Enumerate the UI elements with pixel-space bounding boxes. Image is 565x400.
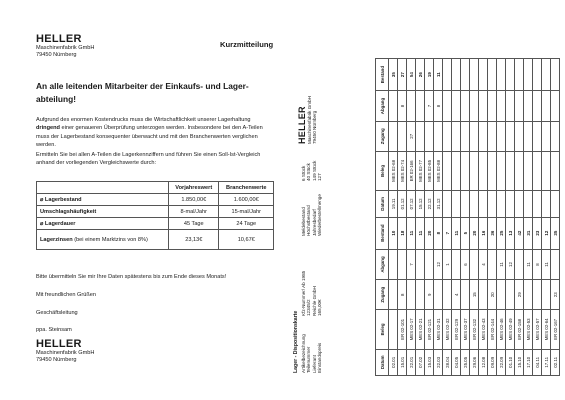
stock-cell: MES 02-43	[479, 310, 488, 350]
card-info-labels-2	[301, 194, 323, 236]
stock-cell	[551, 59, 560, 91]
stock-cell: 25	[497, 217, 506, 249]
stock-cell: 23	[533, 217, 542, 249]
stock-cell: 15.12	[416, 191, 425, 217]
stock-cell	[389, 310, 398, 350]
stock-cell	[443, 59, 452, 91]
card-info-label: Höchstbestand	[306, 205, 312, 236]
stock-cell	[479, 59, 488, 91]
col-header: Bestand	[376, 59, 389, 91]
stock-cell	[515, 59, 524, 91]
stock-cell	[452, 121, 461, 151]
stock-cell: 25.05	[461, 349, 470, 375]
stock-row	[470, 59, 479, 376]
stock-row	[542, 59, 551, 376]
stock-cell	[470, 91, 479, 122]
stock-cell: 12	[506, 249, 515, 280]
card-info-label: Einstandspreis	[317, 342, 323, 373]
paragraph-2: Ermitteln Sie bei allen A-Teilen die Lagerkennziffern und führen Sie einen Soll-Ist-Vergleich anhand der vorliegenden Vergleichswerte durch:	[36, 152, 261, 167]
row-label-main: Lagerzinsen	[40, 236, 73, 243]
stock-cell	[416, 121, 425, 151]
stock-cell	[443, 191, 452, 217]
stock-cell: 11	[407, 217, 416, 249]
stock-cell: 42	[515, 217, 524, 249]
stock-cell: 8	[398, 280, 407, 310]
card-info-value: 149 Stück	[311, 160, 317, 181]
stock-row	[506, 59, 515, 376]
stock-row	[434, 59, 443, 376]
stock-cell	[461, 91, 470, 122]
stock-row	[407, 59, 416, 376]
row-label: ⌀ Lagerdauer	[37, 218, 169, 230]
stock-cell	[488, 249, 497, 280]
stock-cell	[389, 121, 398, 151]
stock-cell	[533, 151, 542, 191]
stock-cell: 8	[533, 249, 542, 280]
stock-cell: 01.10	[506, 349, 515, 375]
stock-header-row	[376, 59, 389, 376]
stock-cell: 4	[452, 280, 461, 310]
stock-cell: 20	[488, 280, 497, 310]
stock-cell	[461, 121, 470, 151]
stock-cell	[497, 151, 506, 191]
stock-row	[416, 59, 425, 376]
stock-body	[389, 59, 560, 376]
card-company-name: HELLER	[297, 106, 307, 144]
stock-cell	[452, 151, 461, 191]
stock-cell	[470, 249, 479, 280]
closing-signature: ppa. Steinsam	[36, 327, 72, 333]
stock-cell	[389, 249, 398, 280]
stock-cell	[461, 59, 470, 91]
stock-cell: 02.11	[551, 349, 560, 375]
stock-row	[425, 59, 434, 376]
stock-cell: ER 02-121	[425, 310, 434, 350]
stock-card	[291, 58, 558, 376]
stock-cell	[497, 121, 506, 151]
comparison-row	[37, 230, 274, 250]
stock-cell	[470, 191, 479, 217]
stock-cell	[524, 191, 533, 217]
stock-cell	[506, 59, 515, 91]
stock-cell	[452, 191, 461, 217]
stock-card-title: Lager - Dispositionskarte	[293, 310, 299, 373]
stock-cell	[497, 280, 506, 310]
stock-row	[461, 59, 470, 376]
row-prev: 23,13€	[169, 230, 219, 250]
comparison-row	[37, 206, 274, 218]
stock-cell: 15.01	[398, 349, 407, 375]
card-info-values-1	[301, 271, 323, 316]
stock-cell	[524, 151, 533, 191]
stock-cell	[497, 59, 506, 91]
card-info-value: Reichle GmbH	[311, 286, 317, 316]
stock-cell: 04.11	[533, 349, 542, 375]
stock-cell	[542, 151, 551, 191]
stock-row	[488, 59, 497, 376]
card-info-value: 127	[317, 173, 323, 181]
stock-cell	[479, 191, 488, 217]
stock-cell	[551, 249, 560, 280]
stock-cell: ER 02-101	[398, 310, 407, 350]
stock-row	[398, 59, 407, 376]
stock-cell: 22.12	[425, 191, 434, 217]
stock-cell	[434, 280, 443, 310]
stock-cell	[515, 91, 524, 122]
paragraph-1-emphasis: dringend	[36, 125, 60, 132]
stock-row	[515, 59, 524, 376]
stock-cell	[443, 121, 452, 151]
stock-cell: MES 02-53	[524, 310, 533, 350]
closing-greeting: Mit freundlichen Grüßen	[36, 292, 97, 298]
stock-cell: 36	[488, 217, 497, 249]
stock-cell	[479, 121, 488, 151]
stock-cell	[551, 91, 560, 122]
stock-cell: ER 02-166	[407, 151, 416, 191]
stock-cell	[533, 191, 542, 217]
stock-cell	[488, 151, 497, 191]
card-company-line1: Maschinenfabrik GmbH	[307, 96, 312, 144]
card-info-label: Lieferant	[311, 355, 317, 373]
stock-cell	[488, 59, 497, 91]
comparison-header-empty	[37, 182, 169, 194]
stock-cell: 1	[443, 249, 452, 280]
stock-cell: 09.09	[488, 349, 497, 375]
stock-cell	[506, 280, 515, 310]
footer-company-line1: Maschinenfabrik GmbH	[36, 350, 95, 356]
stock-cell: 35	[551, 217, 560, 249]
stock-card-rotated	[291, 58, 558, 376]
stock-cell	[524, 121, 533, 151]
stock-row	[452, 59, 461, 376]
stock-cell: 8	[434, 91, 443, 122]
stock-cell	[542, 91, 551, 122]
stock-cell: 23	[551, 280, 560, 310]
stock-cell	[479, 91, 488, 122]
footer-company-name: HELLER	[36, 338, 82, 350]
stock-cell	[524, 280, 533, 310]
company-name: HELLER	[36, 33, 82, 45]
row-prev: 45 Tage	[169, 218, 219, 230]
row-label: Umschlagshäufigkeit	[37, 206, 169, 218]
stock-cell: 15.10	[515, 349, 524, 375]
stock-cell: 11	[452, 217, 461, 249]
card-info-value: 6 Stück	[301, 165, 306, 181]
stock-cell: MES 02-31	[434, 310, 443, 350]
comparison-header-row	[37, 182, 274, 194]
stock-cell	[461, 191, 470, 217]
stock-cell	[533, 91, 542, 122]
stock-cell: 31.12	[434, 191, 443, 217]
stock-cell: 54	[407, 59, 416, 91]
stock-cell: 15	[470, 280, 479, 310]
stock-cell: 07.02	[416, 349, 425, 375]
stock-cell: 8	[434, 217, 443, 249]
stock-cell	[461, 151, 470, 191]
stock-cell: 18	[398, 217, 407, 249]
stock-cell: 19.11	[389, 191, 398, 217]
stock-cell	[416, 91, 425, 122]
stock-cell: MES 02-85	[425, 151, 434, 191]
col-header: Abgang	[376, 91, 389, 122]
stock-cell: 10	[389, 217, 398, 249]
stock-cell	[389, 91, 398, 122]
card-info-value: 40 Stück	[306, 163, 312, 181]
stock-row	[524, 59, 533, 376]
row-branch: 15-mal/Jahr	[219, 206, 274, 218]
stock-cell	[524, 59, 533, 91]
stock-cell	[515, 249, 524, 280]
stock-cell	[533, 59, 542, 91]
stock-cell: 26	[416, 59, 425, 91]
stock-cell: 7	[425, 91, 434, 122]
row-label: ⌀ Lagerbestand	[37, 194, 169, 206]
stock-cell	[506, 121, 515, 151]
row-label	[37, 230, 169, 250]
stock-cell: 16	[479, 217, 488, 249]
stock-cell	[398, 121, 407, 151]
comparison-header-branch: Branchenwerte	[219, 182, 274, 194]
stock-cell: 31	[524, 217, 533, 249]
stock-cell: 20	[470, 217, 479, 249]
stock-cell	[443, 280, 452, 310]
stock-cell	[533, 121, 542, 151]
row-branch: 24 Tage	[219, 218, 274, 230]
stock-cell	[425, 249, 434, 280]
comparison-table	[36, 181, 274, 250]
stock-cell: ER 02-158	[515, 310, 524, 350]
stock-cell: ER 02-144	[488, 310, 497, 350]
stock-cell	[425, 121, 434, 151]
stock-cell: ER 02-129	[452, 310, 461, 350]
stock-card-header	[291, 58, 376, 376]
stock-row	[443, 59, 452, 376]
stock-cell	[524, 91, 533, 122]
comparison-row	[37, 218, 274, 230]
col-header: Bestand	[376, 217, 389, 249]
stock-cell	[452, 59, 461, 91]
memo-type: Kurzmitteilung	[220, 40, 274, 49]
stock-cell	[461, 280, 470, 310]
stock-cell: MES 02-32	[443, 310, 452, 350]
closing-management: Geschäftsleitung	[36, 310, 78, 316]
stock-cell: 20	[425, 217, 434, 249]
stock-cell	[542, 59, 551, 91]
stock-cell: 11	[416, 217, 425, 249]
stock-cell: 4	[479, 249, 488, 280]
stock-cell	[407, 91, 416, 122]
stock-cell	[542, 280, 551, 310]
stock-cell: 12	[434, 249, 443, 280]
stock-cell: 22.03	[434, 349, 443, 375]
paragraph-1	[36, 116, 274, 150]
stock-cell: 19	[425, 59, 434, 91]
stock-cell: 6	[461, 249, 470, 280]
stock-row	[389, 59, 398, 376]
company-line1: Maschinenfabrik GmbH	[36, 45, 95, 51]
stock-cell: 5	[461, 217, 470, 249]
paragraph-1-a: Aufgrund des enormen Kostendrucks muss die Wirtschaftlichkeit unserer Lagerhaltung	[36, 117, 251, 123]
stock-cell: 07.12	[407, 191, 416, 217]
stock-cell: ER 02-132	[470, 310, 479, 350]
stock-cell	[488, 121, 497, 151]
stock-cell: 15.03	[425, 349, 434, 375]
stock-cell	[488, 191, 497, 217]
stock-cell	[542, 191, 551, 217]
stock-cell: MES 02-37	[461, 310, 470, 350]
stock-cell: 8	[398, 91, 407, 122]
stock-cell	[434, 121, 443, 151]
stock-cell	[533, 280, 542, 310]
card-company	[297, 96, 318, 144]
stock-cell: 12	[542, 217, 551, 249]
stock-row	[497, 59, 506, 376]
stock-cell: 13	[506, 217, 515, 249]
stock-row	[533, 59, 542, 376]
stock-cell: 7	[443, 217, 452, 249]
stock-cell: 01.12	[398, 191, 407, 217]
stock-cell	[506, 151, 515, 191]
stock-row	[479, 59, 488, 376]
stock-cell	[452, 249, 461, 280]
stock-cell: 11	[434, 59, 443, 91]
col-header: Zugang	[376, 280, 389, 310]
card-info-value: 165,00€	[317, 299, 323, 316]
stock-cell	[497, 91, 506, 122]
card-info-value: Kfz-Nummer/ Ab 1985	[301, 270, 306, 316]
stock-cell	[488, 91, 497, 122]
stock-cell: 02.01	[389, 349, 398, 375]
stock-cell: 11	[524, 249, 533, 280]
row-prev: 8-mal/Jahr	[169, 206, 219, 218]
stock-cell	[506, 91, 515, 122]
comparison-row	[37, 194, 274, 206]
col-header: Zugang	[376, 121, 389, 151]
card-info-label: Wiederbestellmenge	[317, 194, 323, 236]
row-branch: 10,67€	[219, 230, 274, 250]
stock-table	[375, 58, 560, 376]
stock-cell	[551, 191, 560, 217]
stock-cell: 12.08	[479, 349, 488, 375]
card-info-label: Jahresbedarf	[311, 209, 317, 236]
stock-cell: 17.11	[542, 349, 551, 375]
headline: An alle leitenden Mitarbeiter der Einkaufs- und Lager-abteilung!	[36, 81, 249, 104]
stock-cell	[542, 121, 551, 151]
stock-cell: MES 02-64	[542, 310, 551, 350]
stock-cell: MES 02-74	[398, 151, 407, 191]
stock-cell: MES 02-57	[533, 310, 542, 350]
stock-cell: MES 02-77	[416, 151, 425, 191]
stock-cell: 9	[425, 280, 434, 310]
row-branch: 1.600,00€	[219, 194, 274, 206]
stock-cell	[389, 280, 398, 310]
stock-cell	[551, 121, 560, 151]
stock-cell: 28.04	[443, 349, 452, 375]
stock-cell: MES 02-46	[497, 310, 506, 350]
stock-cell: 11	[542, 249, 551, 280]
row-label-sub: (bei einem Marktzins von 8%)	[74, 236, 148, 243]
stock-cell: 29	[515, 280, 524, 310]
col-header: Datum	[376, 191, 389, 217]
stock-cell: 27	[398, 59, 407, 91]
stock-cell: MES 02-17	[407, 310, 416, 350]
stock-cell	[407, 280, 416, 310]
stock-cell: 17.10	[524, 349, 533, 375]
stock-cell	[470, 59, 479, 91]
company-line2: 79450 Nürnberg	[36, 51, 77, 58]
card-info-values-2	[301, 161, 323, 181]
stock-cell: 35	[389, 59, 398, 91]
stock-cell	[416, 280, 425, 310]
stock-cell: MES 02-21	[416, 310, 425, 350]
card-info-label: Meldebestand	[301, 207, 306, 236]
col-header: Beleg	[376, 310, 389, 350]
stock-cell	[416, 249, 425, 280]
col-header: Abgang	[376, 249, 389, 280]
stock-cell: MES 02-49	[506, 310, 515, 350]
stock-cell: 04.05	[452, 349, 461, 375]
card-info-label: Teilenummer	[306, 346, 312, 373]
card-info-label: Artikelbezeichnung	[301, 334, 306, 373]
stock-cell	[506, 191, 515, 217]
stock-cell	[443, 151, 452, 191]
card-company-line2: 79450 Nürnberg	[312, 110, 318, 144]
stock-cell	[470, 121, 479, 151]
stock-cell	[470, 151, 479, 191]
stock-cell	[551, 151, 560, 191]
stock-cell	[515, 121, 524, 151]
stock-cell	[515, 191, 524, 217]
col-header: Beleg	[376, 151, 389, 191]
stock-cell	[452, 91, 461, 122]
footer-company-line2: 79450 Nürnberg	[36, 356, 77, 363]
stock-cell	[515, 151, 524, 191]
stock-cell: 27	[407, 121, 416, 151]
stock-cell	[398, 249, 407, 280]
footer-company	[36, 339, 94, 363]
row-prev: 1.850,00€	[169, 194, 219, 206]
stock-cell: 7	[407, 249, 416, 280]
closing-request: Bitte übermitteln Sie mir Ihre Daten spätestens bis zum Ende dieses Monats!	[36, 274, 227, 280]
stock-cell: 22.01	[407, 349, 416, 375]
stock-cell	[443, 91, 452, 122]
stock-cell: 11	[497, 249, 506, 280]
stock-row	[551, 59, 560, 376]
stock-cell: 29.06	[470, 349, 479, 375]
stock-cell: MES 02-88	[434, 151, 443, 191]
card-info-value: 12345/2	[306, 299, 312, 316]
stock-cell: ER 02-167	[551, 310, 560, 350]
stock-cell: 22.09	[497, 349, 506, 375]
stock-cell	[479, 280, 488, 310]
stock-cell	[497, 191, 506, 217]
card-info-labels-1	[301, 334, 323, 373]
paragraph-1-c: einer genaueren Überprüfung unterzogen werden. Insbesondere bei den A-Teilen muss der Lagerbestand konsequenter überwacht und mit den Branchenwerten verglichen werden.	[36, 125, 263, 149]
col-header: Datum	[376, 349, 389, 375]
stock-cell: MES 02-68	[389, 151, 398, 191]
comparison-header-prev: Vorjahreswert	[169, 182, 219, 194]
stock-cell	[479, 151, 488, 191]
